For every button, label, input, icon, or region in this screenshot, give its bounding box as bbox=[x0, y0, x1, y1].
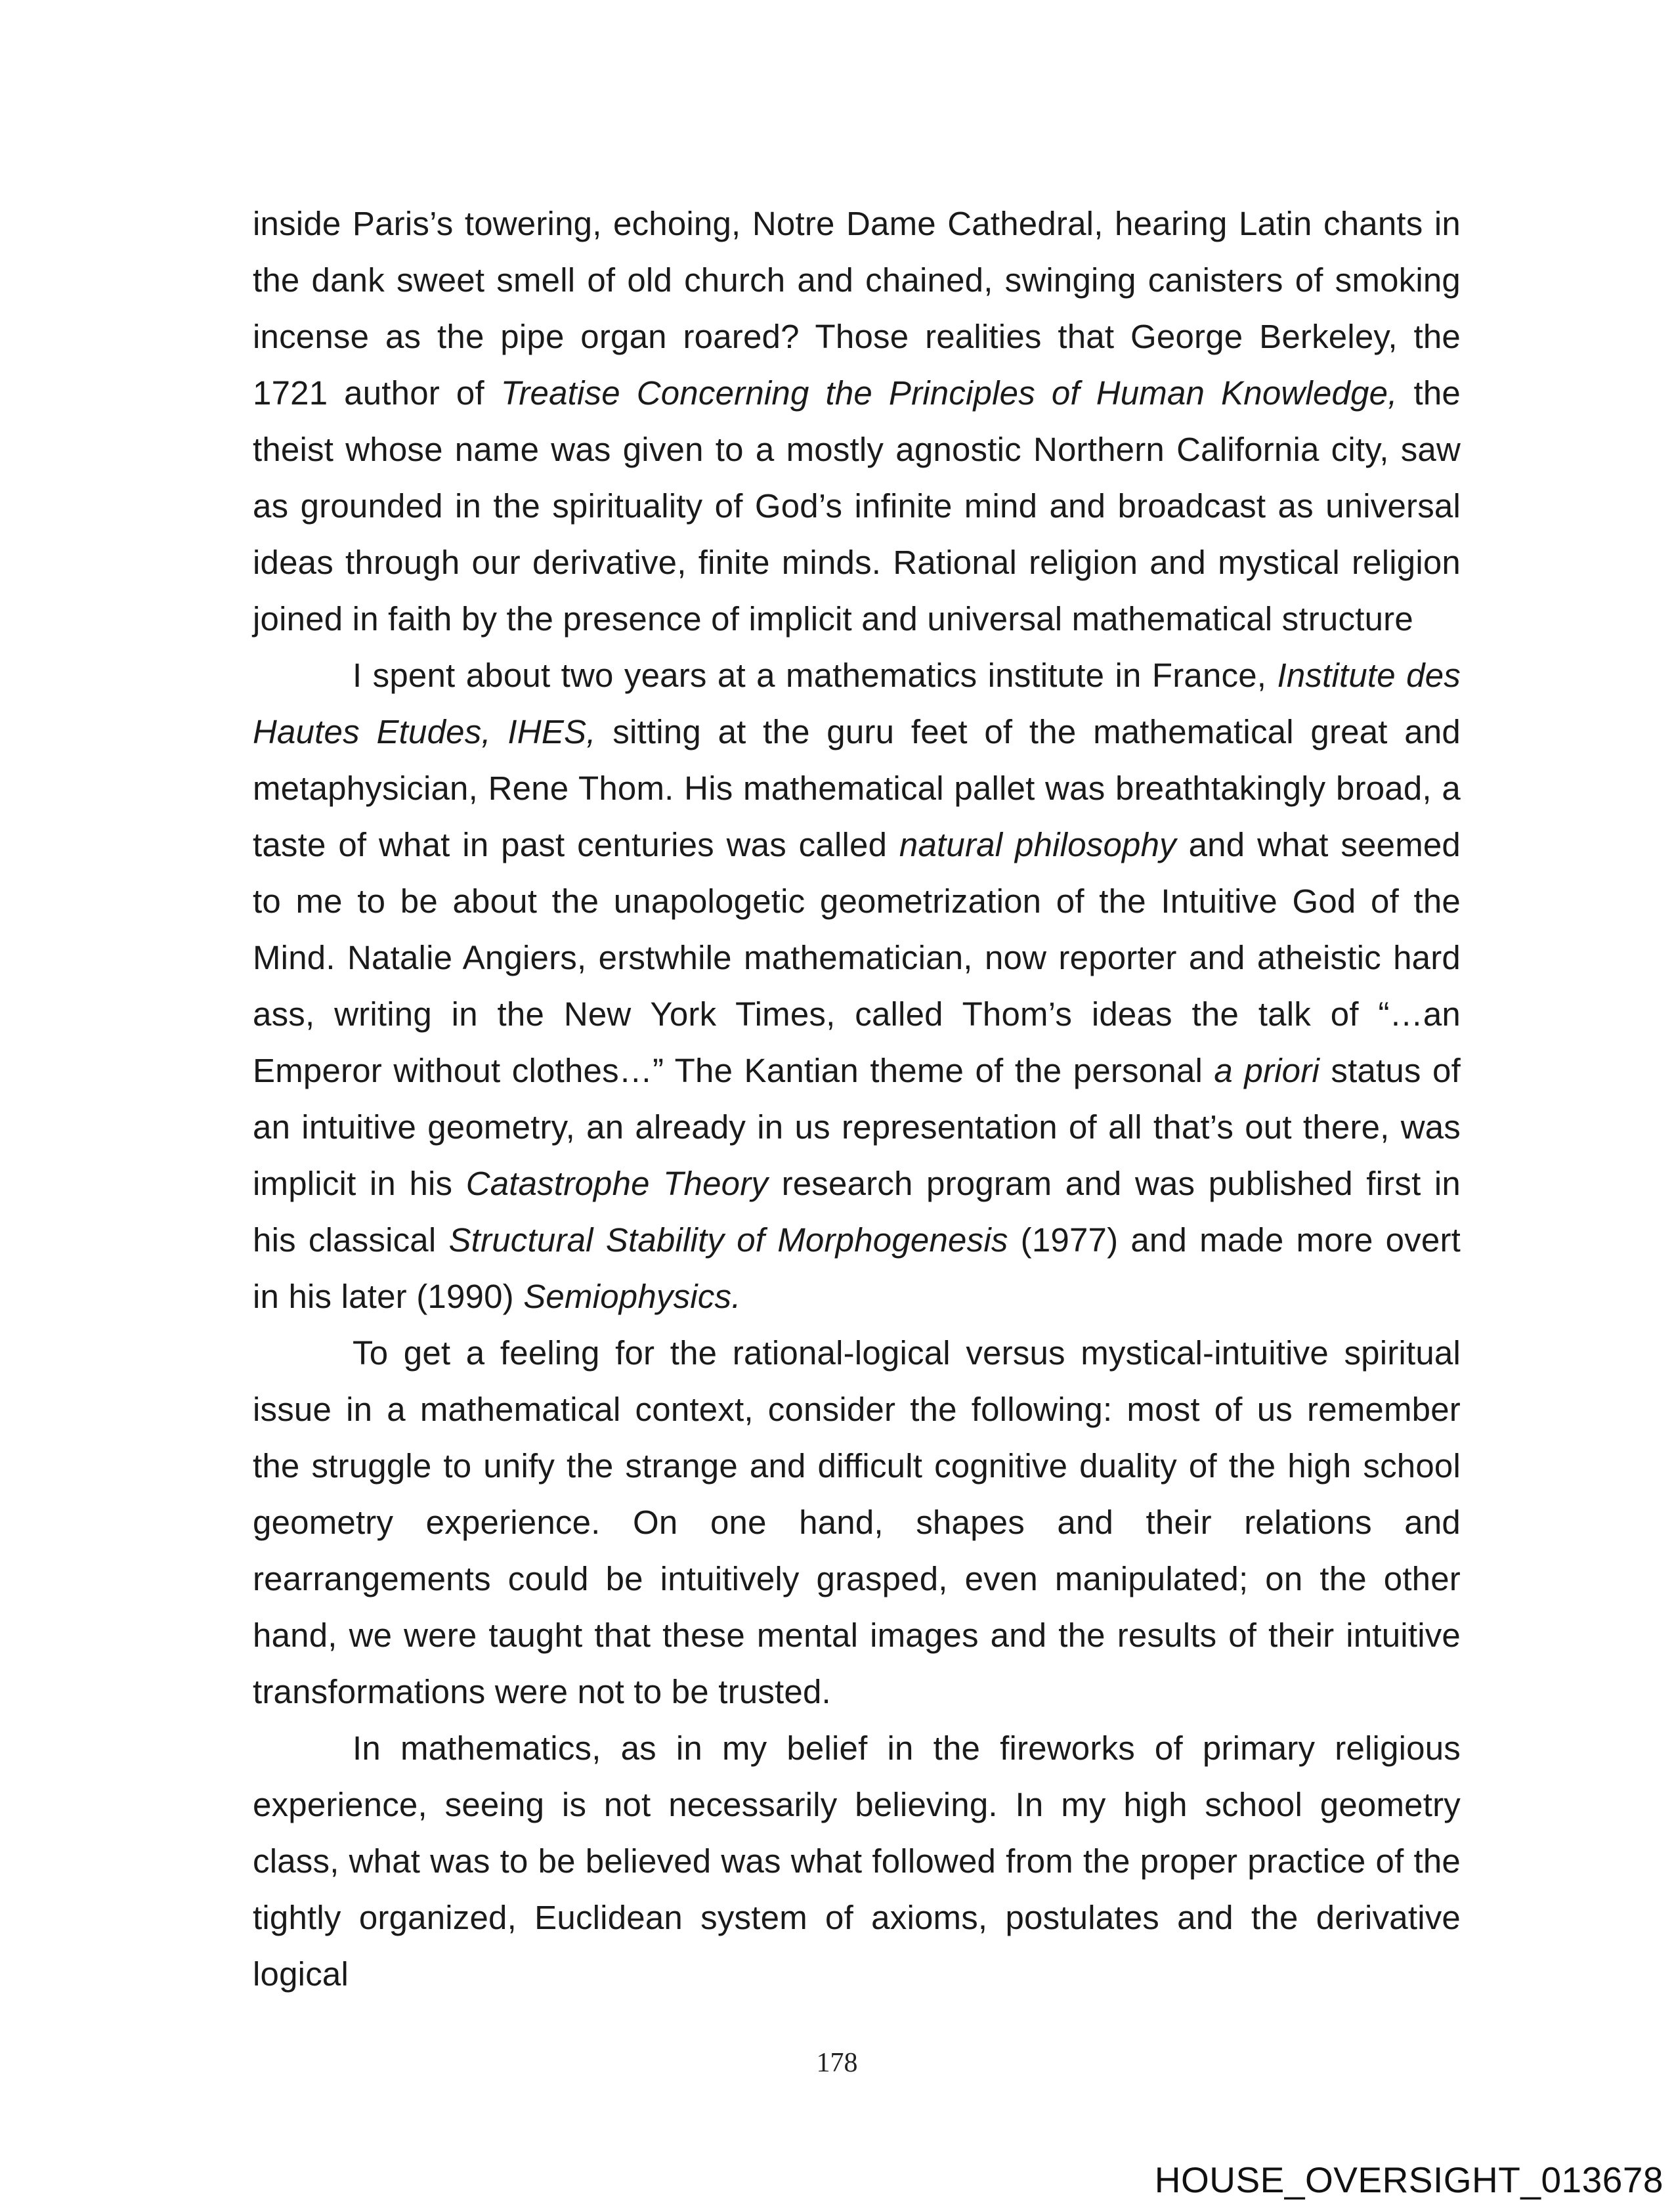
italic-text-run: Structural Stability of Morphogenesis bbox=[448, 1221, 1008, 1259]
paragraph bbox=[253, 1325, 1461, 1720]
text-run: status of an intuitive geometry, an already in us representation of all that’s out there, was implicit in his bbox=[253, 1052, 1461, 1202]
text-run: (1977) and made more overt in his later (1990) bbox=[253, 1221, 1461, 1315]
paragraph bbox=[253, 196, 1461, 647]
paragraph bbox=[253, 647, 1461, 1325]
italic-text-run: Institute des Hautes Etudes, IHES, bbox=[253, 657, 1461, 750]
text-run: To get a feeling for the rational-logical versus mystical-intuitive spiritual issue in a mathematical context, consider the following: most of us remember the struggle to unify the strange and difficult cognitive duality of the high school geometry experience. On one hand, shapes and their relations and rearrangements could be intuitively grasped, even manipulated; on the other hand, we were taught that these mental images and the results of their intuitive transformations were not to be trusted. bbox=[253, 1334, 1461, 1710]
text-run: In mathematics, as in my belief in the fireworks of primary religious experience, seeing is not necessarily believing. In my high school geometry class, what was to be believed was what followed from the proper practice of the tightly organized, Euclidean system of axioms, postulates and the derivative logical bbox=[253, 1729, 1461, 1993]
page-number: 178 bbox=[816, 2048, 858, 2078]
text-run: inside Paris’s towering, echoing, Notre Dame Cathedral, hearing Latin chants in the dank sweet smell of old church and chained, swinging canisters of smoking incense as the pipe organ roared? Those realities that George Berkeley, the 1721 author of bbox=[253, 205, 1461, 412]
italic-text-run: natural philosophy bbox=[899, 826, 1176, 863]
text-run: sitting at the guru feet of the mathematical great and metaphysician, Rene Thom. His mathematical pallet was breathtakingly broad, a taste of what in past centuries was called bbox=[253, 713, 1461, 863]
italic-text-run: a priori bbox=[1214, 1052, 1320, 1089]
text-run: and what seemed to me to be about the unapologetic geometrization of the Intuitive God of the Mind. Natalie Angiers, erstwhile mathematician, now reporter and atheistic hard ass, writing in the New York Times, called Thom’s ideas the talk of “…an Emperor without clothes…” The Kantian theme of the personal bbox=[253, 826, 1461, 1089]
text-run: I spent about two years at a mathematics institute in France, bbox=[353, 657, 1277, 694]
text-run: research program and was published first in his classical bbox=[253, 1165, 1461, 1259]
paragraph bbox=[253, 1720, 1461, 2003]
text-run: the theist whose name was given to a mostly agnostic Northern California city, saw as grounded in the spirituality of God’s infinite mind and broadcast as universal ideas through our derivative, finite minds. Rational religion and mystical religion joined in faith by the presence of implicit and universal mathematical structure bbox=[253, 374, 1461, 638]
bates-stamp-label: HOUSE_OVERSIGHT_013678 bbox=[1154, 2159, 1663, 2200]
text-block bbox=[253, 196, 1461, 2003]
italic-text-run: Catastrophe Theory bbox=[465, 1165, 769, 1202]
italic-text-run: Semiophysics. bbox=[523, 1278, 741, 1315]
italic-text-run: Treatise Concerning the Principles of Human Knowledge, bbox=[500, 374, 1398, 412]
